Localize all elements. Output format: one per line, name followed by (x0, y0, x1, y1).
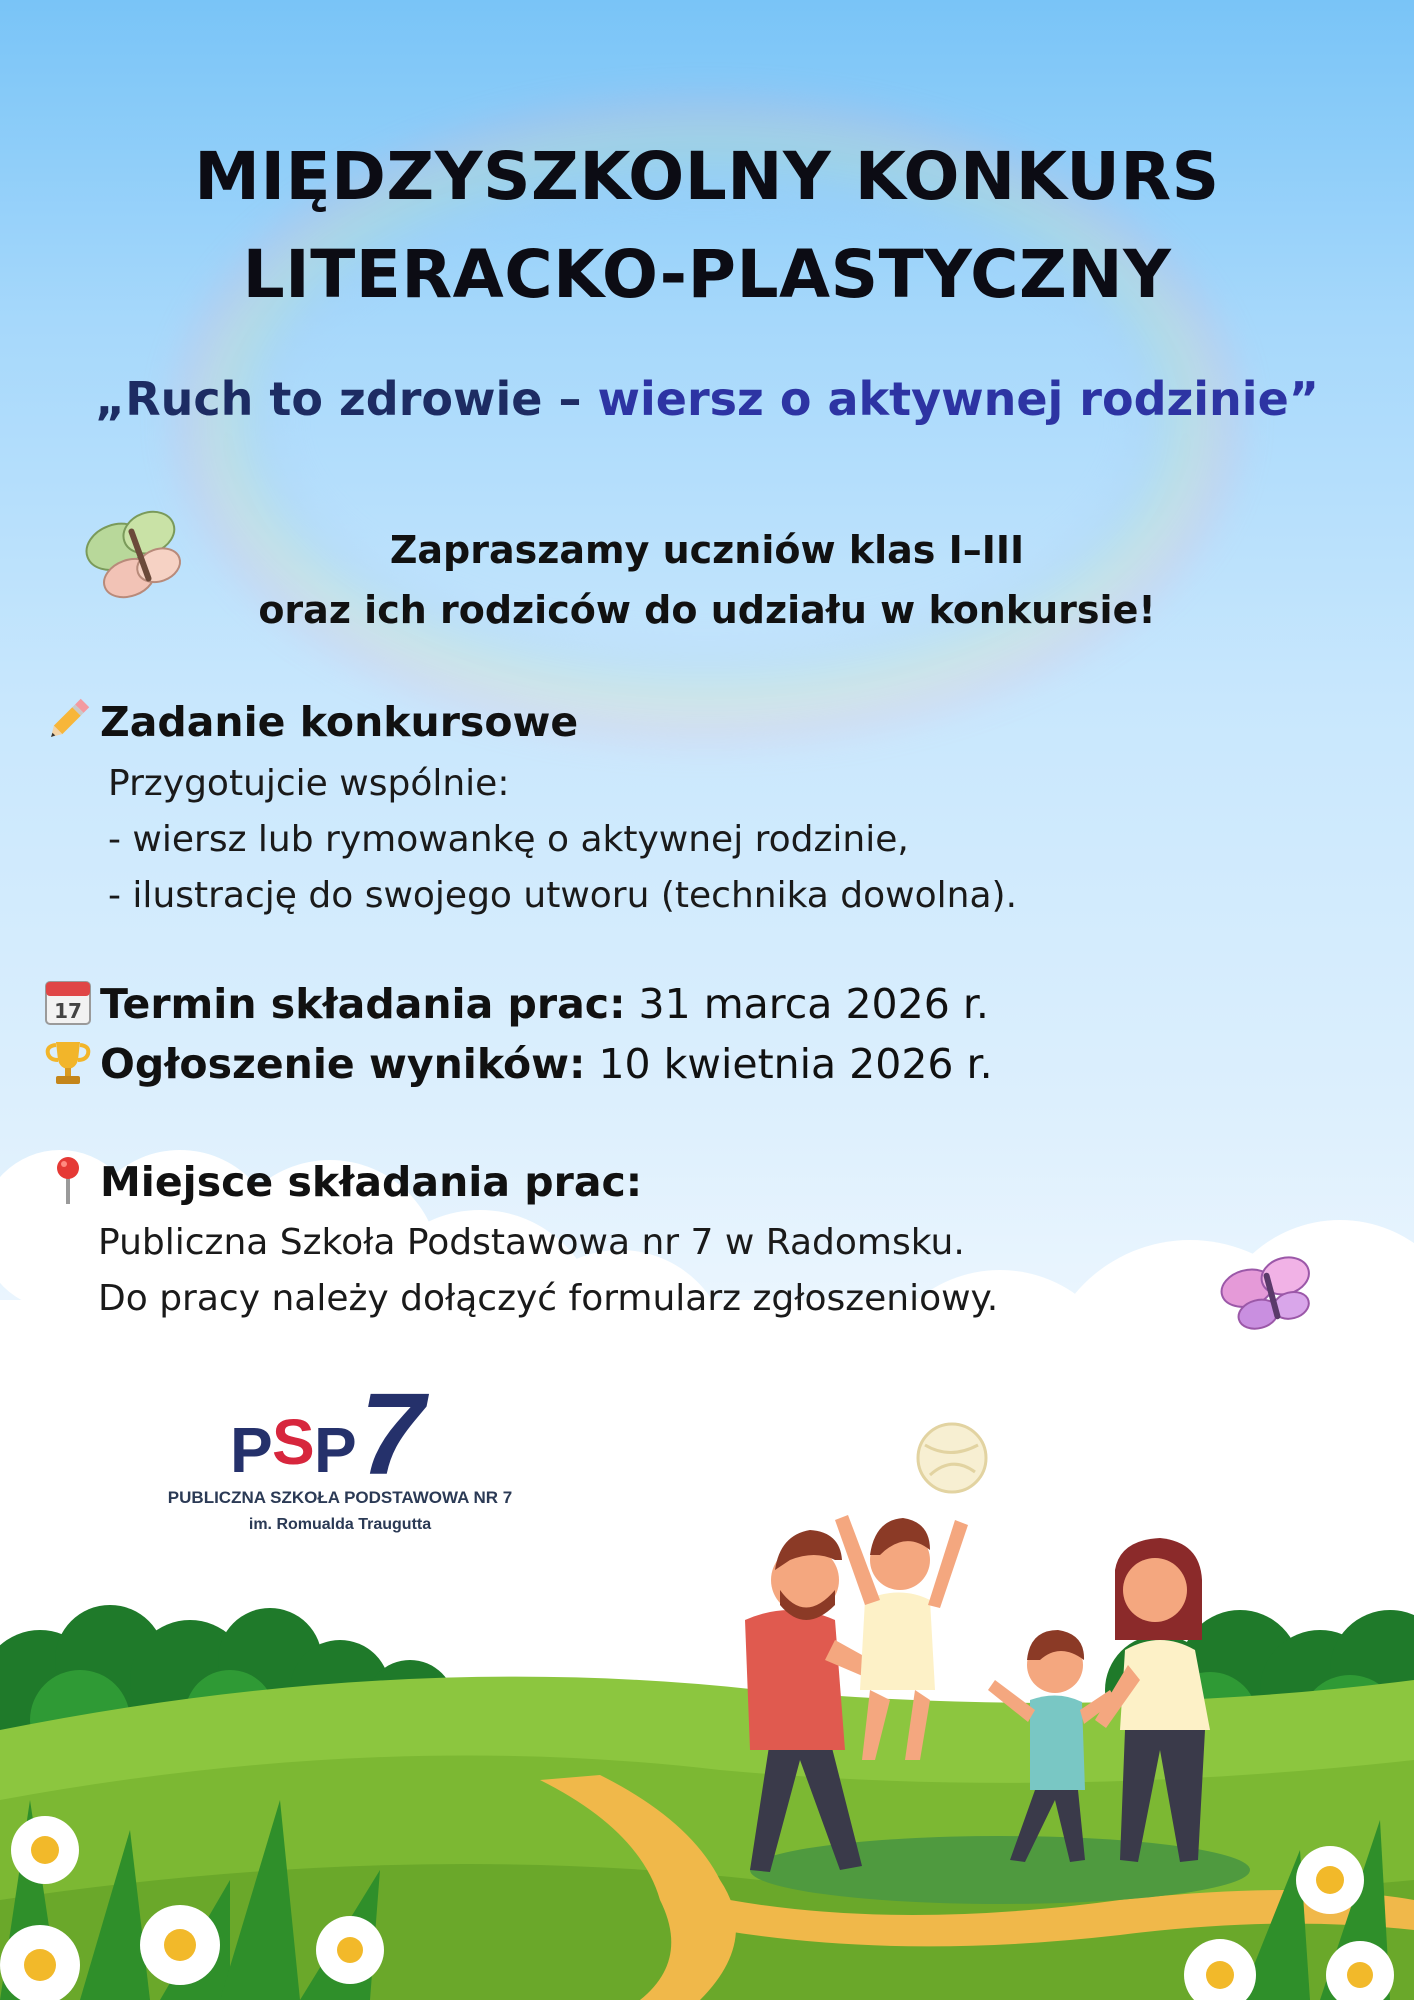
task-description (108, 756, 1017, 924)
butterfly-left (80, 505, 192, 606)
place-description (98, 1215, 998, 1327)
place-heading-label: Miejsce składania prac: (100, 1158, 643, 1206)
results-line (42, 1040, 993, 1093)
results-label: Ogłoszenie wyników: (100, 1040, 586, 1088)
invitation-line-2: oraz ich rodziców do udziału w konkursie! (258, 588, 1156, 632)
svg-text:17: 17 (54, 999, 82, 1023)
logo-patron: im. Romualda Traugutta (248, 1516, 432, 1533)
task-item-2: - ilustrację do swojego utworu (technika dowolna). (108, 875, 1018, 916)
subtitle-part-1: „Ruch to zdrowie – (95, 372, 598, 426)
invitation-line-1: Zapraszamy uczniów klas I–III (389, 528, 1025, 572)
place-line-1: Publiczna Szkoła Podstawowa nr 7 w Radomsku. (98, 1222, 965, 1263)
logo-number: 7 (360, 1374, 425, 1486)
task-item-1: - wiersz lub rymowankę o aktywnej rodzinie, (108, 819, 909, 860)
logo-letter-p: P (230, 1414, 273, 1486)
logo-letter-s: S (272, 1406, 315, 1478)
title-line-2: LITERACKO-PLASTYCZNY (242, 236, 1172, 313)
logo-school-name: PUBLICZNA SZKOŁA PODSTAWOWA NR 7 (167, 1488, 513, 1507)
task-heading-label: Zadanie konkursowe (100, 698, 579, 746)
calendar-icon (42, 976, 94, 1028)
logo-mark (230, 1374, 540, 1486)
pencil-icon (42, 694, 94, 746)
title-line-1: MIĘDZYSZKOLNY KONKURS (194, 138, 1220, 215)
subtitle-part-2: wiersz o aktywnej rodzinie” (597, 372, 1319, 426)
poster-title (0, 128, 1414, 324)
place-line-2: Do pracy należy dołączyć formularz zgłoszeniowy. (98, 1278, 999, 1319)
place-heading (42, 1158, 642, 1211)
pin-icon (42, 1154, 94, 1206)
logo-letter-p2: P (314, 1414, 357, 1486)
school-logo (120, 1374, 560, 1544)
deadline-label: Termin składania prac: (100, 980, 626, 1028)
task-heading (42, 698, 578, 751)
ball (918, 1424, 986, 1492)
results-value: 10 kwietnia 2026 r. (585, 1040, 993, 1088)
task-intro: Przygotujcie wspólnie: (108, 763, 510, 804)
deadline-line (42, 980, 989, 1033)
poster-subtitle (0, 372, 1414, 426)
invitation-text (230, 520, 1184, 640)
trophy-icon (42, 1036, 94, 1088)
deadline-value: 31 marca 2026 r. (625, 980, 989, 1028)
